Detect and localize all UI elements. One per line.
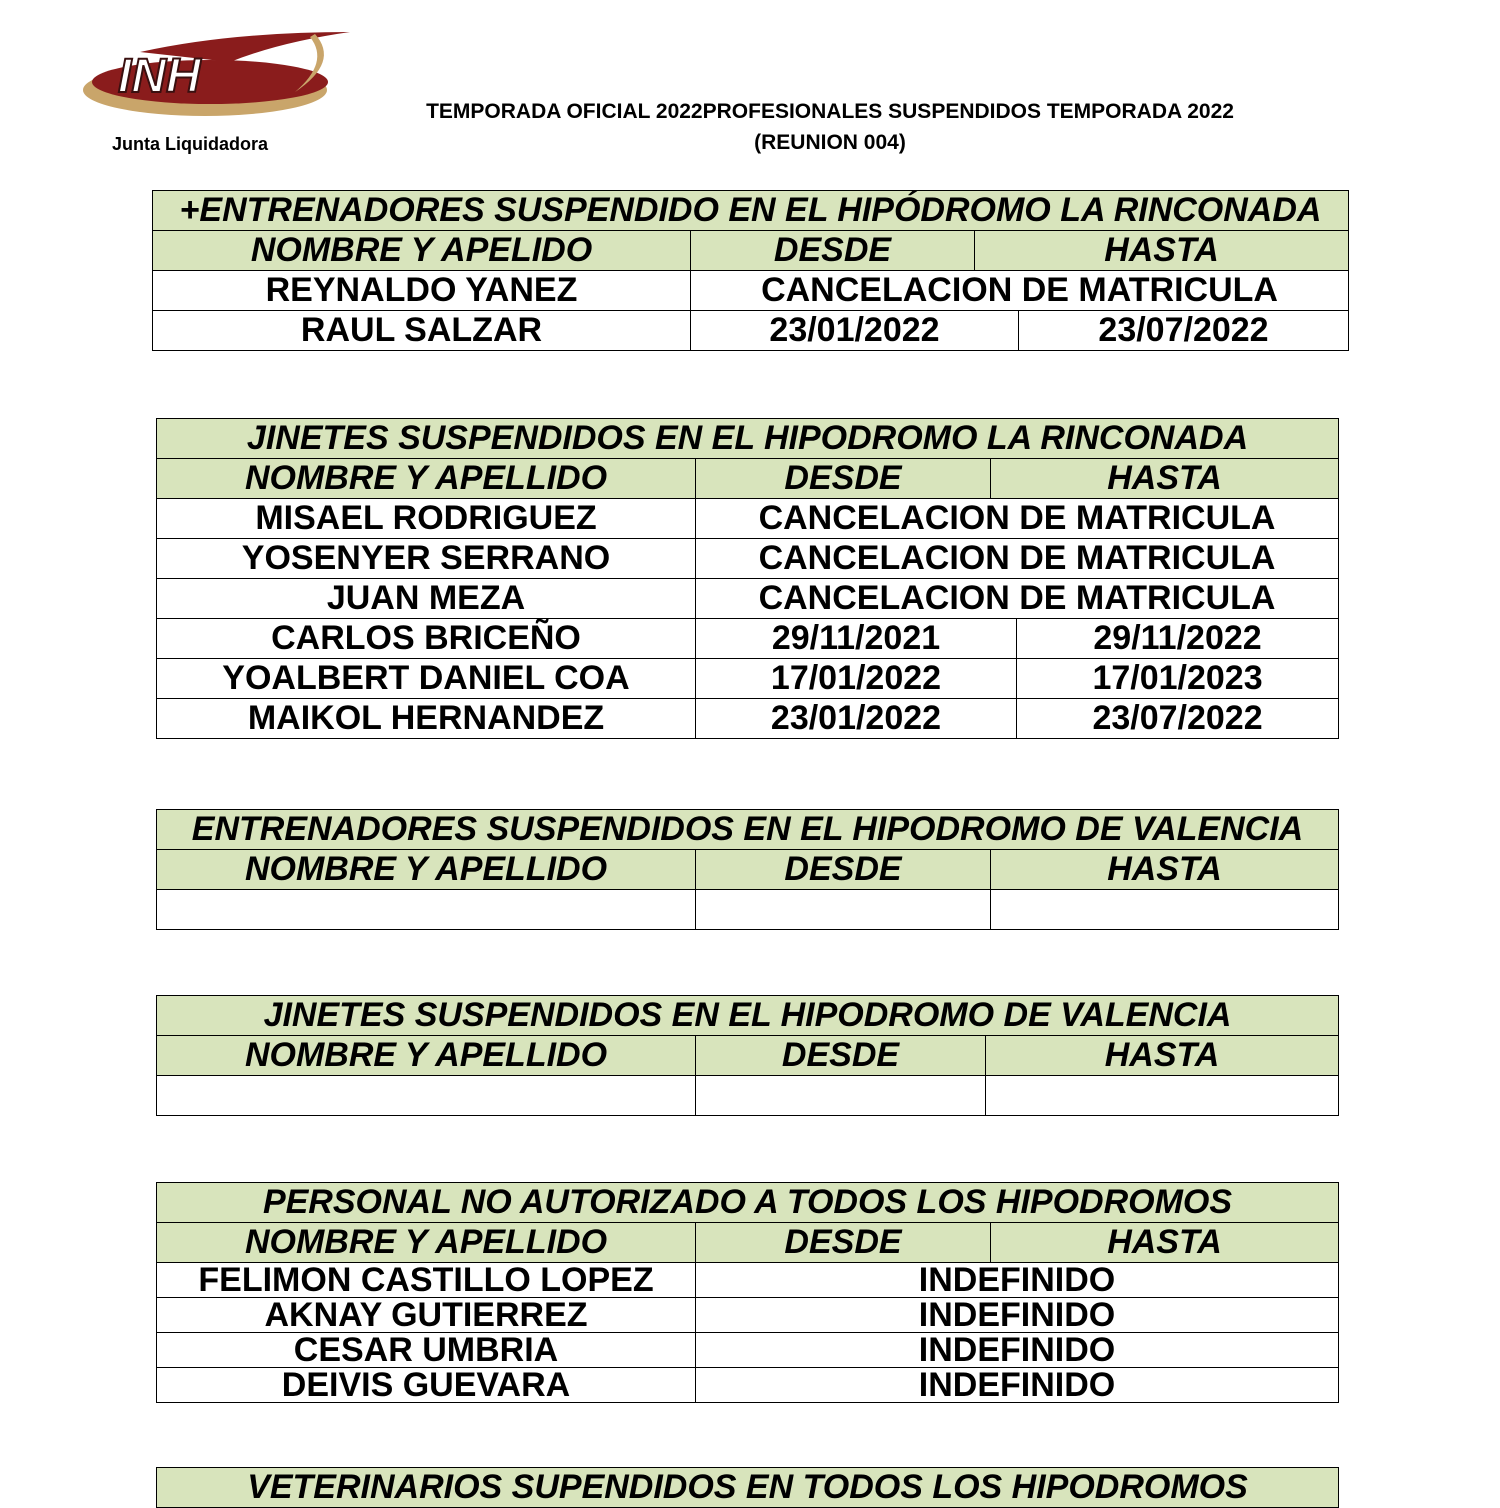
table-jockeys-rinconada	[156, 418, 1339, 739]
document-title: TEMPORADA OFICIAL 2022PROFESIONALES SUSPENDIDOS TEMPORADA 2022 (REUNION 004)	[426, 100, 1234, 154]
suspension-status: CANCELACION DE MATRICULA	[696, 539, 1339, 579]
table-trainers-rinconada	[152, 190, 1349, 351]
column-header-to: HASTA	[975, 231, 1349, 271]
date-to: 23/07/2022	[1019, 311, 1349, 351]
date-to: 17/01/2023	[1017, 659, 1339, 699]
date-to: 29/11/2022	[1017, 619, 1339, 659]
column-header-to: HASTA	[986, 1036, 1339, 1076]
section-title: JINETES SUSPENDIDOS EN EL HIPODROMO DE VALENCIA	[157, 996, 1339, 1036]
organization-name: Junta Liquidadora	[112, 134, 269, 154]
table-vets	[156, 1467, 1339, 1508]
table-row	[157, 579, 1339, 619]
suspension-status: CANCELACION DE MATRICULA	[696, 579, 1339, 619]
column-header-to: HASTA	[991, 850, 1339, 890]
person-name: CARLOS BRICEÑO	[157, 619, 696, 659]
table-row	[157, 1368, 1339, 1403]
section-title: VETERINARIOS SUPENDIDOS EN TODOS LOS HIPODROMOS	[157, 1468, 1339, 1508]
date-from: 17/01/2022	[696, 659, 1017, 699]
suspension-status: INDEFINIDO	[696, 1298, 1339, 1333]
table-row	[157, 619, 1339, 659]
column-header-name: NOMBRE Y APELLIDO	[157, 1223, 696, 1263]
person-name: DEIVIS GUEVARA	[157, 1368, 696, 1403]
column-header-name: NOMBRE Y APELLIDO	[157, 850, 696, 890]
column-header-to: HASTA	[991, 1223, 1339, 1263]
column-header-name: NOMBRE Y APELLIDO	[157, 459, 696, 499]
person-name: AKNAY GUTIERREZ	[157, 1298, 696, 1333]
column-header-from: DESDE	[696, 850, 991, 890]
column-header-from: DESDE	[691, 231, 975, 271]
suspension-status: INDEFINIDO	[696, 1333, 1339, 1368]
table-row	[153, 311, 1349, 351]
date-from: 23/01/2022	[696, 699, 1017, 739]
section-title: JINETES SUSPENDIDOS EN EL HIPODROMO LA RINCONADA	[157, 419, 1339, 459]
suspension-status: CANCELACION DE MATRICULA	[696, 499, 1339, 539]
empty-cell	[986, 1076, 1339, 1116]
table-jockeys-valencia	[156, 995, 1339, 1116]
table-row	[157, 1076, 1339, 1116]
table-unauthorized-personnel	[156, 1182, 1339, 1403]
empty-cell	[157, 1076, 696, 1116]
date-to: 23/07/2022	[1017, 699, 1339, 739]
column-header-from: DESDE	[696, 459, 991, 499]
person-name: FELIMON CASTILLO LOPEZ	[157, 1263, 696, 1298]
empty-cell	[696, 890, 991, 930]
section-title: ENTRENADORES SUSPENDIDOS EN EL HIPODROMO DE VALENCIA	[157, 810, 1339, 850]
column-header-name: NOMBRE Y APELLIDO	[157, 1036, 696, 1076]
svg-text:INH: INH	[118, 50, 201, 103]
suspension-status: INDEFINIDO	[696, 1368, 1339, 1403]
table-row	[157, 1333, 1339, 1368]
empty-cell	[157, 890, 696, 930]
section-title: +ENTRENADORES SUSPENDIDO EN EL HIPÓDROMO LA RINCONADA	[153, 191, 1349, 231]
table-row	[157, 1263, 1339, 1298]
section-title: PERSONAL NO AUTORIZADO A TODOS LOS HIPODROMOS	[157, 1183, 1339, 1223]
column-header-to: HASTA	[991, 459, 1339, 499]
table-row	[157, 890, 1339, 930]
person-name: YOSENYER SERRANO	[157, 539, 696, 579]
person-name: MAIKOL HERNANDEZ	[157, 699, 696, 739]
table-row	[157, 1298, 1339, 1333]
person-name: RAUL SALZAR	[153, 311, 691, 351]
inh-logo	[80, 22, 355, 122]
suspension-status: INDEFINIDO	[696, 1263, 1339, 1298]
person-name: MISAEL RODRIGUEZ	[157, 499, 696, 539]
person-name: YOALBERT DANIEL COA	[157, 659, 696, 699]
table-row	[157, 539, 1339, 579]
table-row	[157, 699, 1339, 739]
person-name: REYNALDO YANEZ	[153, 271, 691, 311]
column-header-name: NOMBRE Y APELIDO	[153, 231, 691, 271]
column-header-from: DESDE	[696, 1036, 986, 1076]
column-header-from: DESDE	[696, 1223, 991, 1263]
table-row	[153, 271, 1349, 311]
person-name: CESAR UMBRIA	[157, 1333, 696, 1368]
empty-cell	[696, 1076, 986, 1116]
table-row	[157, 499, 1339, 539]
person-name: JUAN MEZA	[157, 579, 696, 619]
date-from: 29/11/2021	[696, 619, 1017, 659]
suspension-status: CANCELACION DE MATRICULA	[691, 271, 1349, 311]
empty-cell	[991, 890, 1339, 930]
table-trainers-valencia	[156, 809, 1339, 930]
table-row	[157, 659, 1339, 699]
date-from: 23/01/2022	[691, 311, 1019, 351]
